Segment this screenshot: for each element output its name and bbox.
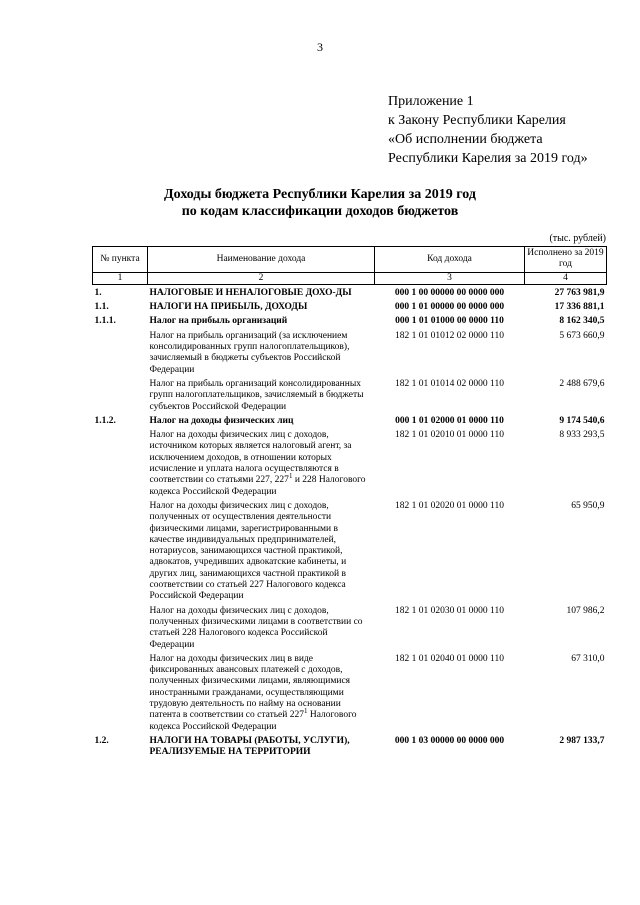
table-row xyxy=(93,427,607,498)
page-number: 3 xyxy=(317,40,323,54)
row-amount: 65 950,9 xyxy=(571,500,605,511)
row-code: 182 1 01 01014 02 0000 110 xyxy=(395,378,504,389)
table-row xyxy=(93,313,607,327)
footnote-superscript: 1 xyxy=(304,707,308,716)
row-amount: 8 933 293,5 xyxy=(559,430,605,441)
row-code: 000 1 01 00000 00 0000 000 xyxy=(394,302,505,313)
row-name: НАЛОГИ НА ТОВАРЫ (РАБОТЫ, УСЛУГИ), РЕАЛИЗУЕМЫЕ НА ТЕРРИТОРИИ xyxy=(149,735,350,758)
appendix-line: Приложение 1 xyxy=(388,94,474,109)
document-title xyxy=(0,186,640,220)
table-row xyxy=(93,376,607,413)
row-amount: 5 673 660,9 xyxy=(559,330,605,341)
appendix-line: Республики Карелия за 2019 год» xyxy=(388,151,588,166)
header-name: Наименование дохода xyxy=(148,247,375,273)
table-row xyxy=(93,299,607,313)
row-name: Налог на прибыль организаций консолидированных групп налогоплательщиков, зачисляемый в бюджеты субъектов Российской Федерации xyxy=(149,378,364,412)
table-body xyxy=(93,284,607,758)
row-amount: 27 763 981,9 xyxy=(554,287,605,298)
row-amount: 107 986,2 xyxy=(566,605,605,616)
row-name: НАЛОГИ НА ПРИБЫЛЬ, ДОХОДЫ xyxy=(149,302,308,313)
row-number: 1.1.1. xyxy=(94,316,116,327)
row-amount: 8 162 340,5 xyxy=(559,316,605,327)
row-name: Налог на доходы физических лиц с доходов, полученных от осуществления деятельности физическими лицами, зарегистрированными в качестве индивидуальных предпринимателей, нотариусов, занимающихся частной практикой, адвокатов, учредивших адвокатские кабинеты, и других лиц, занимающихся частной практикой в соответствии со статьей 227 Налогового кодекса Российской Федерации xyxy=(149,500,347,602)
column-number: 1 xyxy=(93,272,148,284)
row-code: 000 1 01 01000 00 0000 110 xyxy=(395,316,504,327)
row-code: 182 1 01 02010 01 0000 110 xyxy=(395,430,504,441)
row-name: Налог на доходы физических лиц с доходов, источником которых является налоговый агент, за исключением доходов, в отношении которых исчисление и уплата налога осуществляются в соответствии со статьями 227, $227^1$ и 228 Налогового кодекса Российской Федерации xyxy=(149,430,366,497)
row-amount: 17 336 881,1 xyxy=(554,302,605,313)
table-header-row xyxy=(93,247,607,273)
row-code: 182 1 01 02030 01 0000 110 xyxy=(395,605,504,616)
row-amount: 2 987 133,7 xyxy=(559,735,605,746)
row-name: Налог на доходы физических лиц в виде фиксированных авансовых платежей с доходов, полученных физическими лицами, являющимися иностранными гражданами, осуществляющими трудовую деятельность по найму на основании патента в соответствии со статьей $227^1$ Налогового кодекса Российской Федерации xyxy=(149,653,357,732)
title-line: по кодам классификации доходов бюджетов xyxy=(181,204,459,219)
row-name: НАЛОГОВЫЕ И НЕНАЛОГОВЫЕ ДОХО-ДЫ xyxy=(149,287,352,298)
row-code: 182 1 01 01012 02 0000 110 xyxy=(395,330,504,341)
table-row xyxy=(93,651,607,733)
income-table xyxy=(92,246,607,758)
row-amount: 67 310,0 xyxy=(571,653,605,664)
table-row xyxy=(93,328,607,376)
row-name: Налог на прибыль организаций (за исключением консолидированных групп налогоплательщиков), зачисляемый в бюджеты субъектов Российской Федерации xyxy=(149,330,350,375)
row-number xyxy=(93,376,148,413)
units-note: (тыс. рублей) xyxy=(549,233,606,244)
row-number xyxy=(93,427,148,498)
row-number xyxy=(93,498,148,603)
row-number xyxy=(93,651,148,733)
row-number: 1. xyxy=(94,287,102,298)
column-number: 3 xyxy=(375,272,525,284)
row-amount: 9 174 540,6 xyxy=(559,415,605,426)
table-row xyxy=(93,413,607,427)
table-row xyxy=(93,603,607,651)
row-number xyxy=(93,328,148,376)
column-number: 4 xyxy=(525,272,607,284)
header-num: № пункта xyxy=(93,247,148,273)
row-code: 182 1 01 02020 01 0000 110 xyxy=(395,500,504,511)
row-code: 000 1 03 00000 00 0000 000 xyxy=(394,735,505,746)
row-number: 1.2. xyxy=(94,735,109,746)
column-number-row xyxy=(93,272,607,284)
row-amount: 2 488 679,6 xyxy=(559,378,605,389)
row-name: Налог на прибыль организаций xyxy=(149,316,288,327)
row-name: Налог на доходы физических лиц xyxy=(149,415,294,426)
appendix-line: к Закону Республики Карелия xyxy=(388,113,566,128)
row-number: 1.1.2. xyxy=(94,415,116,426)
row-code: 000 1 00 00000 00 0000 000 xyxy=(394,287,505,298)
row-code: 182 1 01 02040 01 0000 110 xyxy=(395,653,504,664)
row-number: 1.1. xyxy=(94,302,109,313)
row-name: Налог на доходы физических лиц с доходов, полученных физическими лицами в соответствии со статьей 228 Налогового кодекса Российской Федерации xyxy=(149,605,363,650)
appendix-line: «Об исполнении бюджета xyxy=(388,132,543,147)
row-number xyxy=(93,603,148,651)
header-amount: Исполнено за 2019 год xyxy=(525,247,607,273)
footnote-superscript: 1 xyxy=(288,472,293,481)
appendix-block xyxy=(388,92,588,168)
table-row xyxy=(93,733,607,759)
row-code: 000 1 01 02000 01 0000 110 xyxy=(395,415,504,426)
header-code: Код дохода xyxy=(375,247,525,273)
column-number: 2 xyxy=(148,272,375,284)
table-row xyxy=(93,498,607,603)
table-row xyxy=(93,284,607,299)
title-line: Доходы бюджета Республики Карелия за 2019 год xyxy=(164,187,476,202)
